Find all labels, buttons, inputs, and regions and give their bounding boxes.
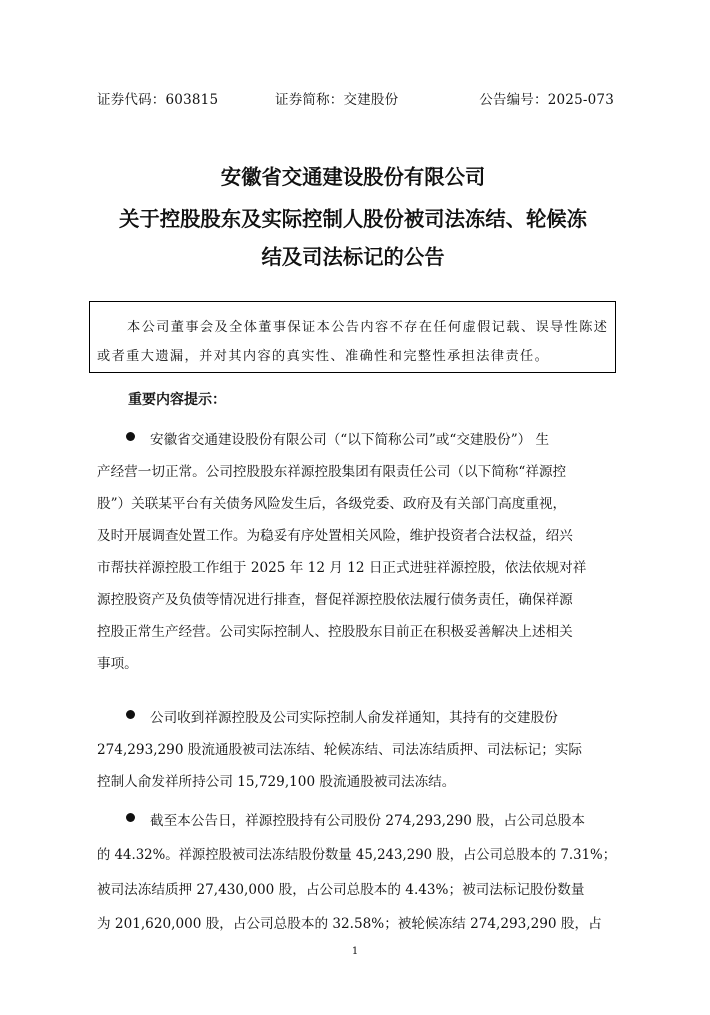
stock-short-name: 证券简称：交建股份 <box>275 92 399 108</box>
bullet-1-line: 产经营一切正常。公司控股股东祥源控股集团有限责任公司（以下简称“祥源控 <box>97 464 567 480</box>
bullet-3-line: 截至本公告日，祥源控股持有公司股份 274,293,290 股，占公司总股本 <box>150 813 585 829</box>
bullet-3-line: 为 201,620,000 股，占公司总股本的 32.58%；被轮候冻结 274,293,290 股，占 <box>97 916 602 932</box>
board-notice-line-1: 本公司董事会及全体董事保证本公告内容不存在任何虚假记载、误导性陈述 <box>127 320 609 335</box>
bullet-icon <box>126 432 135 441</box>
bullet-2-line: 274,293,290 股流通股被司法冻结、轮候冻结、司法冻结质押、司法标记；实际 <box>97 742 583 758</box>
board-notice-box <box>89 301 616 373</box>
company-title: 安徽省交通建设股份有限公司 <box>220 165 486 189</box>
page-number: 1 <box>351 946 359 957</box>
stock-code: 证券代码：603815 <box>97 92 219 108</box>
notice-number: 公告编号：2025-073 <box>479 92 614 108</box>
bullet-2-line: 公司收到祥源控股及公司实际控制人俞发祥通知，其持有的交建股份 <box>150 710 558 726</box>
bullet-1-line: 源控股资产及负债等情况进行排查，督促祥源控股依法履行债务责任，确保祥源 <box>97 592 573 608</box>
bullet-1-line: 股”）关联某平台有关债务风险发生后，各级党委、政府及有关部门高度重视， <box>97 496 567 512</box>
announcement-title-line-1: 关于控股股东及实际控制人股份被司法冻结、轮候冻 <box>119 207 587 231</box>
bullet-1-line: 控股正常生产经营。公司实际控制人、控股股东目前正在积极妥善解决上述相关 <box>97 624 573 640</box>
bullet-1-line: 及时开展调查处置工作。为稳妥有序处置相关风险，维护投资者合法权益，绍兴 <box>97 528 573 544</box>
bullet-icon <box>126 813 135 822</box>
board-notice-line-2: 或者重大遗漏，并对其内容的真实性、准确性和完整性承担法律责任。 <box>97 349 550 364</box>
bullet-1-line: 市帮扶祥源控股工作组于 2025 年 12 月 12 日正式进驻祥源控股，依法依规对祥 <box>97 560 587 576</box>
announcement-title-line-2: 结及司法标记的公告 <box>261 245 445 269</box>
bullet-2-line: 控制人俞发祥所持公司 15,729,100 股流通股被司法冻结。 <box>97 774 456 790</box>
bullet-1-line: 安徽省交通建设股份有限公司（“以下简称公司”或“交建股份”） 生 <box>150 432 550 448</box>
bullet-icon <box>126 710 135 719</box>
bullet-3-line: 被司法冻结质押 27,430,000 股，占公司总股本的 4.43%；被司法标记股份数量 <box>97 882 585 898</box>
bullet-1-line: 事项。 <box>97 656 138 672</box>
bullet-3-line: 的 44.32%。祥源控股被司法冻结股份数量 45,243,290 股，占公司总股本的 7.31%； <box>97 847 617 863</box>
important-hint-heading: 重要内容提示： <box>128 392 226 408</box>
